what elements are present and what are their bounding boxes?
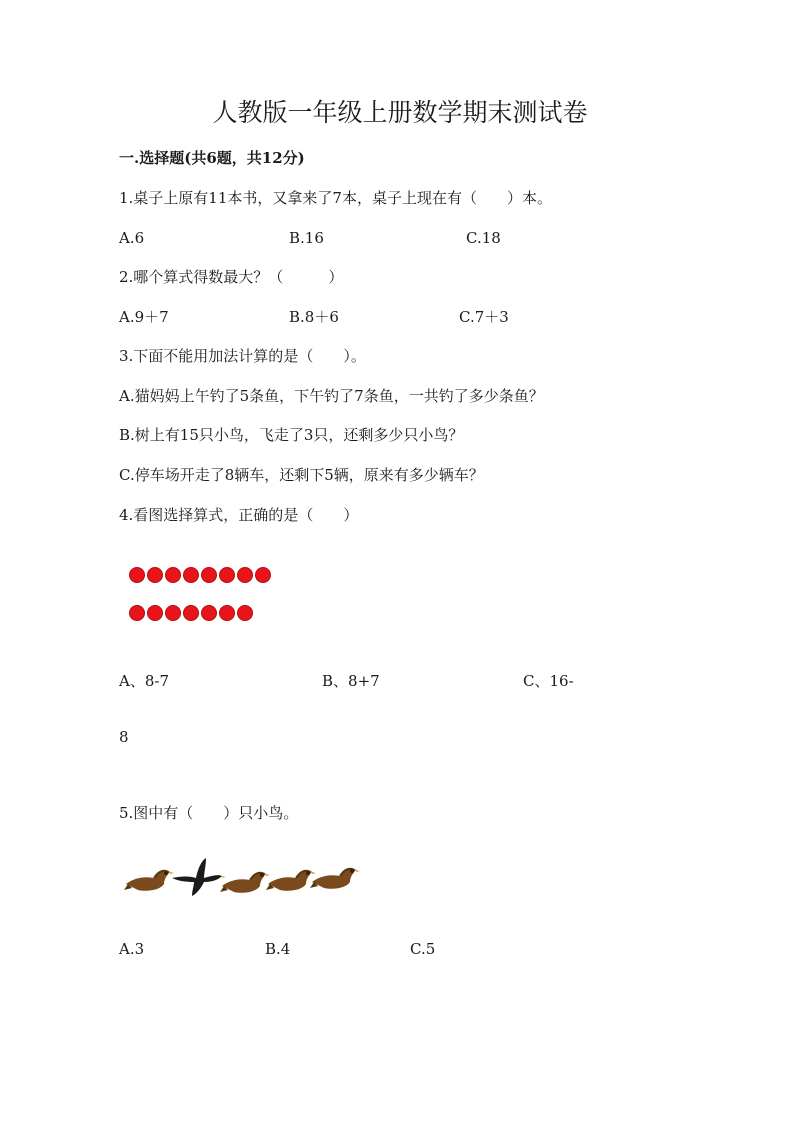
question-1-option-b: B.16	[289, 229, 324, 247]
red-dot	[165, 605, 181, 621]
question-2-option-a: A.9＋7	[119, 308, 169, 326]
red-dot	[147, 567, 163, 583]
page-title: 人教版一年级上册数学期末测试卷	[212, 98, 588, 127]
bird-1	[124, 870, 174, 891]
question-4-option-c-continued: 8	[119, 728, 129, 746]
red-dot	[201, 567, 217, 583]
red-dot	[183, 605, 199, 621]
section-heading: 一.选择题(共6题，共12分)	[119, 149, 305, 167]
red-dot	[219, 605, 235, 621]
question-1-option-a: A.6	[119, 229, 145, 247]
question-5-option-a: A.3	[119, 940, 145, 958]
red-dot	[147, 605, 163, 621]
bird-2	[172, 858, 226, 896]
red-dot	[129, 567, 145, 583]
red-dot	[237, 605, 253, 621]
bird-4	[266, 870, 316, 891]
question-4-option-c: C、16-	[523, 672, 574, 690]
red-dot	[201, 605, 217, 621]
bird-5	[310, 868, 360, 889]
red-dot	[129, 605, 145, 621]
question-2-option-b: B.8＋6	[289, 308, 339, 326]
question-5-text: 5.图中有（ ）只小鸟。	[119, 804, 299, 822]
red-dots-row-1	[129, 567, 271, 583]
bird-3	[220, 872, 270, 893]
red-dot	[165, 567, 181, 583]
red-dot	[255, 567, 271, 583]
red-dots-row-2	[129, 605, 253, 621]
question-5-option-b: B.4	[265, 940, 291, 958]
question-3-text: 3.下面不能用加法计算的是（ ）。	[119, 347, 366, 365]
question-2-text: 2.哪个算式得数最大？（ ）	[119, 268, 344, 286]
question-1-option-c: C.18	[466, 229, 501, 247]
question-3-option-b: B.树上有15只小鸟，飞走了3只，还剩多少只小鸟？	[119, 426, 464, 444]
question-4-text: 4.看图选择算式，正确的是（ ）	[119, 506, 359, 524]
red-dot	[237, 567, 253, 583]
birds-illustration	[124, 854, 360, 898]
question-4-option-a: A、8-7	[119, 672, 169, 690]
question-5-option-c: C.5	[410, 940, 436, 958]
question-3-option-c: C.停车场开走了8辆车，还剩下5辆，原来有多少辆车？	[119, 466, 484, 484]
red-dot	[183, 567, 199, 583]
question-2-option-c: C.7＋3	[459, 308, 509, 326]
red-dot	[219, 567, 235, 583]
question-3-option-a: A.猫妈妈上午钓了5条鱼，下午钓了7条鱼，一共钓了多少条鱼？	[119, 387, 544, 405]
question-4-option-b: B、8+7	[322, 672, 380, 690]
question-1-text: 1.桌子上原有11本书，又拿来了7本，桌子上现在有（ ）本。	[119, 189, 552, 207]
